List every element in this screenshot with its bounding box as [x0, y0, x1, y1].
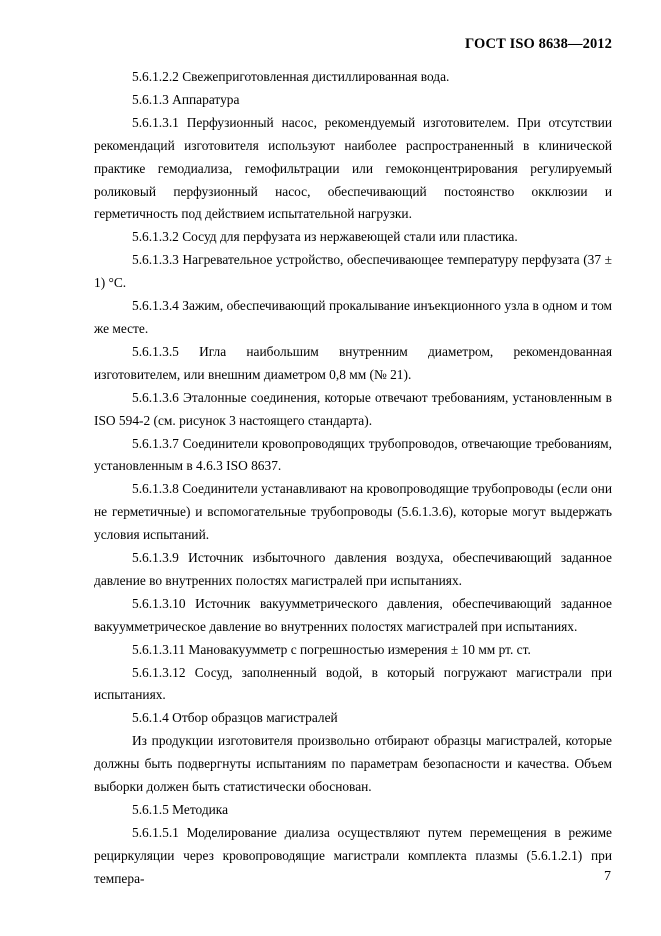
heading-5-6-1-3: 5.6.1.3 Аппаратура [132, 91, 240, 107]
paragraph-5-6-1-2-2: 5.6.1.2.2 Свежеприготовленная дистиллированная вода. [132, 69, 450, 84]
paragraph-sampling: Из продукции изготовителя произвольно отбирают образцы магистралей, которые должны быть подвергнуты испытаниям по параметрам безопасности и качества. Объем выборки должен быть статистически обоснован. [94, 733, 612, 795]
paragraph-5-6-1-3-5: 5.6.1.3.5 Игла наибольшим внутренним диаметром, рекомендованная изготовителем, или внешним диаметром 0,8 мм (№ 21). [94, 343, 612, 382]
heading-5-6-1-4: 5.6.1.4 Отбор образцов магистралей [132, 710, 338, 726]
paragraph-5-6-1-3-1: 5.6.1.3.1 Перфузионный насос, рекомендуемый изготовителем. При отсутствии рекомендаций изготовителя используют наиболее распространенный в клинической практике гемодиализа, гемофильтрации или гемоконцентрирования регулируемый роликовый перфузионный насос, обеспечивающий постоянство окклюзии и герметичность под действием испытательной нагрузки. [94, 114, 612, 222]
paragraph-5-6-1-3-3: 5.6.1.3.3 Нагревательное устройство, обеспечивающее температуру перфузата (37 ± 1) °С. [94, 252, 612, 291]
paragraph-5-6-1-3-4: 5.6.1.3.4 Зажим, обеспечивающий прокалывание инъекционного узла в одном и том же месте. [94, 298, 612, 336]
heading-5-6-1-5: 5.6.1.5 Методика [132, 802, 229, 817]
document-body [94, 66, 612, 891]
paragraph-5-6-1-3-6: 5.6.1.3.6 Эталонные соединения, которые отвечают требованиям, установленным в ISO 594-2 (см. рисунок 3 настоящего стандарта). [94, 389, 612, 428]
paragraph-5-6-1-3-9: 5.6.1.3.9 Источник избыточного давления воздуха, обеспечивающий заданное давление во внутренних полостях магистралей при испытаниях. [94, 550, 612, 588]
document-header: ГОСТ ISO 8638—2012 [465, 36, 612, 52]
paragraph-5-6-1-3-8: 5.6.1.3.8 Соединители устанавливают на кровопроводящие трубопроводы (если они не герметичные) и вспомогательные трубопроводы (5.6.1.3.6), которые могут выдержать условия испытаний. [94, 481, 612, 543]
paragraph-5-6-1-3-2: 5.6.1.3.2 Сосуд для перфузата из нержавеющей стали или пластика. [132, 229, 518, 245]
page-number: 7 [604, 869, 611, 884]
paragraph-5-6-1-3-7: 5.6.1.3.7 Соединители кровопроводящих трубопроводов, отвечающие требованиям, установленным в 4.6.3 ISO 8637. [94, 435, 612, 474]
paragraph-5-6-1-3-11: 5.6.1.3.11 Мановакуумметр с погрешностью измерения ± 10 мм рт. ст. [132, 641, 531, 657]
paragraph-5-6-1-3-12: 5.6.1.3.12 Сосуд, заполненный водой, в который погружают магистрали при испытаниях. [94, 664, 612, 703]
paragraph-5-6-1-5-1: 5.6.1.5.1 Моделирование диализа осуществляют путем перемещения в режиме рециркуляции через кровопроводящие магистрали комплекта плазмы (5.6.1.2.1) при темпера- [94, 824, 612, 886]
paragraph-5-6-1-3-10: 5.6.1.3.10 Источник вакуумметрического давления, обеспечивающий заданное вакуумметрическое давление во внутренних полостях магистралей при испытаниях. [94, 595, 612, 634]
